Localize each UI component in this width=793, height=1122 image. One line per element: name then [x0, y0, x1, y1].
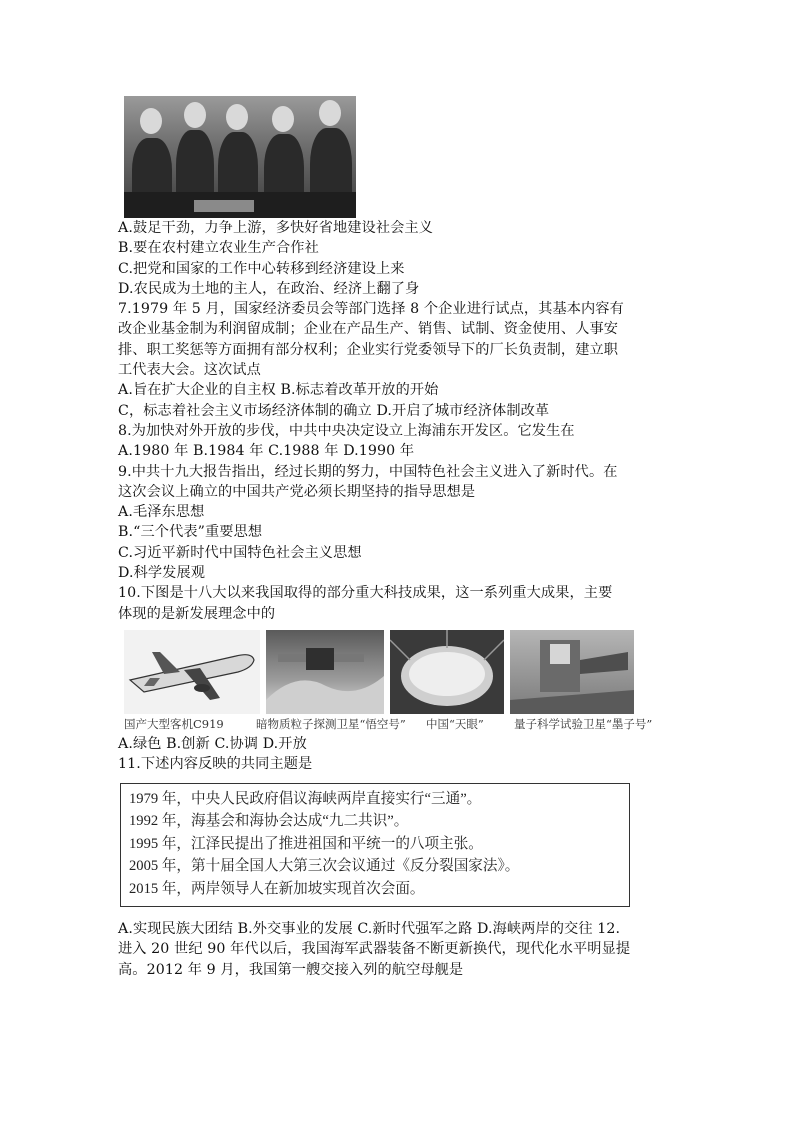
wukong-satellite-image	[266, 630, 384, 714]
q10-options: A.绿色 B.创新 C.协调 D.开放	[118, 735, 307, 752]
caption-tianyan: 中国“天眼”	[426, 716, 484, 731]
c919-airplane-image	[124, 630, 260, 714]
event-1992: 1992 年，海基会和海协会达成“九二共识”。	[129, 813, 409, 830]
q7-stem-line: 排、职工奖惩等方面拥有部分权利；企业实行党委领导下的厂长负责制，建立职	[118, 341, 619, 358]
caption-mozi: 量子科学试验卫星“墨子号”	[514, 716, 653, 731]
q10-stem-line: 体现的是新发展理念中的	[118, 605, 276, 622]
q6-option-d: D.农民成为土地的主人，在政治、经济上翻了身	[118, 280, 420, 297]
q9-stem-line: 9.中共十九大报告指出，经过长期的努力，中国特色社会主义进入了新时代。在	[118, 463, 618, 480]
q7-stem-line: 工代表大会。这次试点	[118, 362, 261, 379]
exam-page	[118, 96, 653, 980]
q7-stem-line: 7.1979 年 5 月，国家经济委员会等部门选择 8 个企业进行试点，其基本内容有	[118, 301, 624, 318]
q9-option-d: D.科学发展观	[118, 565, 206, 582]
q11-event-box	[120, 783, 630, 908]
q12-stem-line: 高。2012 年 9 月，我国第一艘交接入列的航空母舰是	[118, 961, 464, 978]
tianyan-telescope-image	[390, 630, 504, 714]
q9-option-b: B.“三个代表”重要思想	[118, 524, 263, 541]
q7-options-ab: A.旨在扩大企业的自主权 B.标志着改革开放的开始	[118, 382, 439, 399]
q6-option-a: A.鼓足干劲，力争上游，多快好省地建设社会主义	[118, 220, 433, 236]
mozi-satellite-image	[510, 630, 634, 714]
caption-wukong: 暗物质粒子探测卫星“悟空号”	[256, 716, 406, 731]
q9-stem-line: 这次会议上确立的中国共产党必须长期坚持的指导思想是	[118, 483, 476, 500]
q9-option-a: A.毛泽东思想	[118, 504, 205, 521]
q6-option-b: B.要在农村建立农业生产合作社	[118, 240, 319, 257]
q9-option-c: C.习近平新时代中国特色社会主义思想	[118, 544, 362, 561]
q8-options: A.1980 年 B.1984 年 C.1988 年 D.1990 年	[118, 443, 415, 460]
q8-stem: 8.为加快对外开放的步伐，中共中央决定设立上海浦东开发区。它发生在	[118, 422, 575, 439]
event-1979: 1979 年，中央人民政府倡议海峡两岸直接实行“三通”。	[129, 790, 482, 807]
event-1995: 1995 年，江泽民提出了推进祖国和平统一的八项主张。	[129, 835, 483, 852]
q10-stem-line: 10.下图是十八大以来我国取得的部分重大科技成果，这一系列重大成果，主要	[118, 585, 613, 602]
caption-c919: 国产大型客机C919	[124, 716, 224, 731]
event-2005: 2005 年，第十届全国人大第三次会议通过《反分裂国家法》。	[129, 858, 520, 875]
q6-option-c: C.把党和国家的工作中心转移到经济建设上来	[118, 260, 405, 277]
q12-stem-line: 进入 20 世纪 90 年代以后，我国海军武器装备不断更新换代，现代化水平明显提	[118, 941, 631, 958]
q7-options-cd: C，标志着社会主义市场经济体制的确立 D.开启了城市经济体制改革	[118, 402, 550, 419]
q6-photo	[124, 96, 356, 218]
q11-stem: 11.下述内容反映的共同主题是	[118, 756, 313, 773]
q10-image-strip	[124, 630, 648, 714]
q10-captions	[124, 714, 653, 734]
event-2015: 2015 年，两岸领导人在新加坡实现首次会面。	[129, 880, 425, 897]
q11-options: A.实现民族大团结 B.外交事业的发展 C.新时代强军之路 D.海峡两岸的交往 12.	[118, 921, 621, 938]
q7-stem-line: 改企业基金制为利润留成制；企业在产品生产、销售、试制、资金使用、人事安	[118, 321, 619, 338]
